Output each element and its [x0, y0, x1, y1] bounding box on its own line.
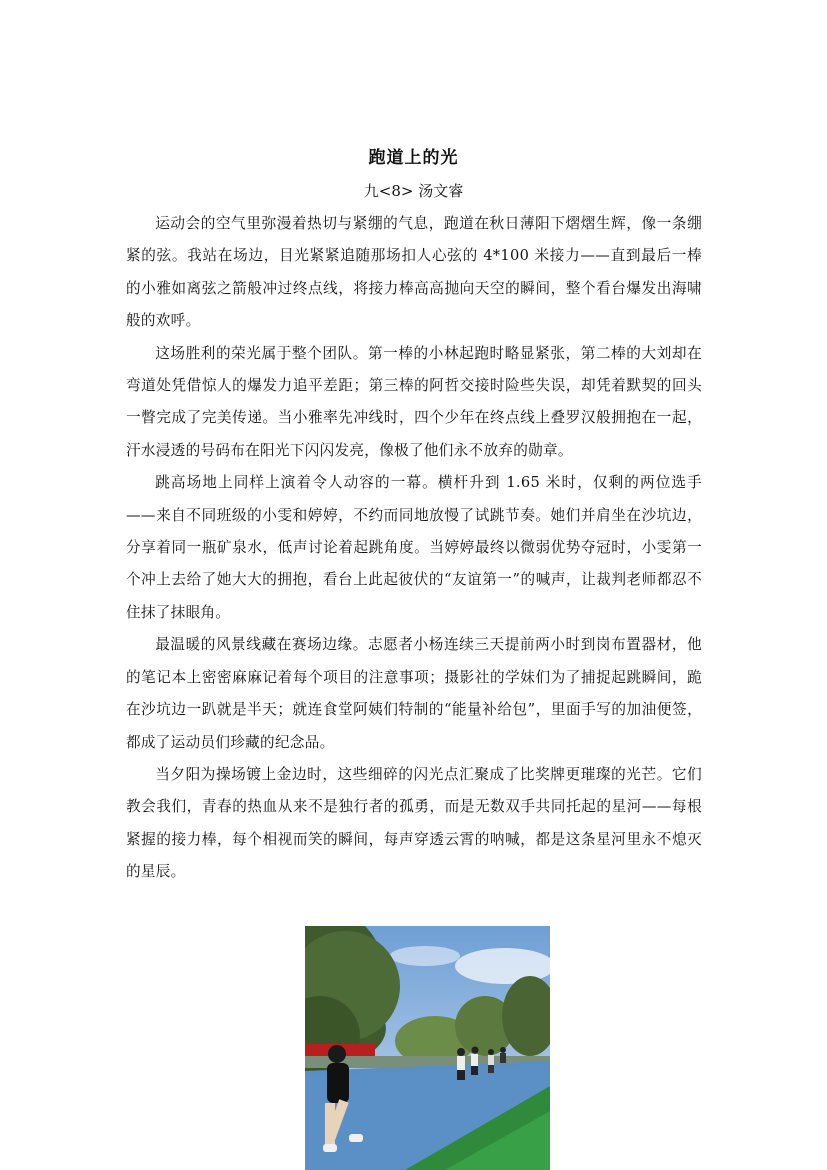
article-body — [126, 208, 702, 889]
running-track-photo-icon — [305, 926, 550, 1170]
paragraph: 当夕阳为操场镀上金边时，这些细碎的闪光点汇聚成了比奖牌更璀璨的光芒。它们教会我们，青春的热血从来不是独行者的孤勇，而是无数双手共同托起的星河——每根紧握的接力棒，每个相视而笑的瞬间，每声穿透云霄的呐喊，都是这条星河里永不熄灭的星辰。 — [126, 765, 702, 881]
paragraph: 这场胜利的荣光属于整个团队。第一棒的小林起跑时略显紧张，第二棒的大刘却在弯道处凭借惊人的爆发力追平差距；第三棒的阿哲交接时险些失误，却凭着默契的回头一瞥完成了完美传递。当小雅率先冲线时，四个少年在终点线上叠罗汉般拥抱在一起，汗水浸透的号码布在阳光下闪闪发亮，像极了他们永不放弃的勋章。 — [126, 344, 702, 459]
paragraph: 最温暖的风景线藏在赛场边缘。志愿者小杨连续三天提前两小时到岗布置器材，他的笔记本上密密麻麻记着每个项目的注意事项；摄影社的学妹们为了捕捉起跳瞬间，跪在沙坑边一趴就是半天；就连食堂阿姨们特制的“能量补给包”，里面手写的加油便签，都成了运动员们珍藏的纪念品。 — [126, 636, 702, 751]
photo-illustration — [305, 926, 550, 1170]
page-title: 跑道上的光 — [368, 148, 459, 168]
paragraph: 运动会的空气里弥漫着热切与紧绷的气息，跑道在秋日薄阳下熠熠生辉，像一条绷紧的弦。我站在场边，目光紧紧追随那场扣人心弦的 4*100 米接力——直到最后一棒的小雅如离弦之箭般冲过终点线，将接力棒高高抛向天空的瞬间，整个看台爆发出海啸般的欢呼。 — [126, 215, 702, 330]
author-line: 九<8> 汤文睿 — [363, 182, 464, 200]
paragraph: 跳高场地上同样上演着令人动容的一幕。横杆升到 1.65 米时，仅剩的两位选手——来自不同班级的小雯和婷婷，不约而同地放慢了试跳节奏。她们并肩坐在沙坑边，分享着同一瓶矿泉水，低声讨论着起跳角度。当婷婷最终以微弱优势夺冠时，小雯第一个冲上去给了她大大的拥抱，看台上此起彼伏的“友谊第一”的喊声，让裁判老师都忍不住抹了抹眼角。 — [126, 474, 702, 621]
